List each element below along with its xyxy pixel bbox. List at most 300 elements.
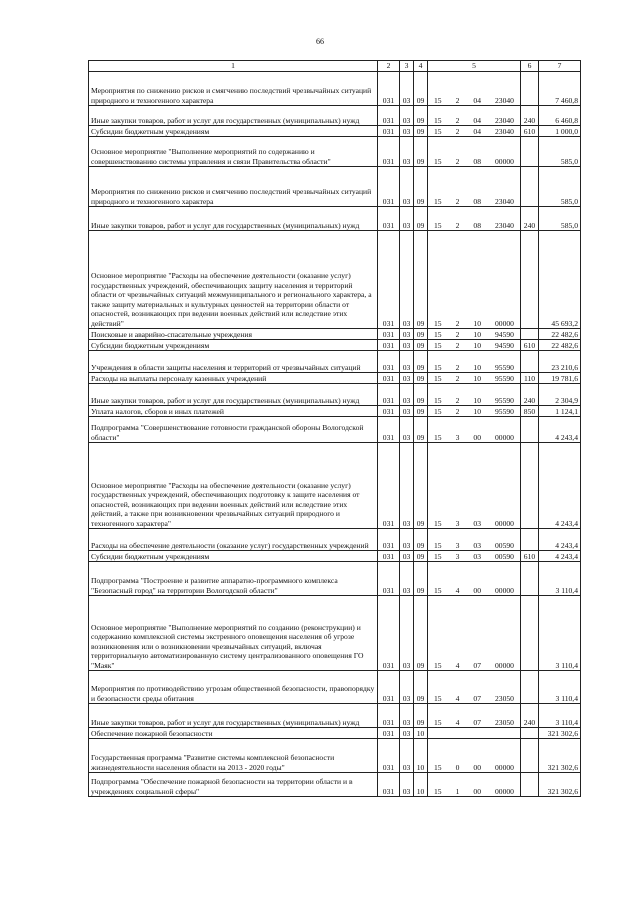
- target-article-part: 2: [455, 318, 460, 328]
- target-article-part: 2: [455, 395, 460, 405]
- target-article-cell: [428, 126, 521, 137]
- subsection-code-cell: 09: [414, 529, 428, 551]
- subsection-code-cell: 10: [414, 773, 428, 797]
- target-article-parts: [430, 519, 518, 528]
- row-name-cell: Поисковые и аварийно-спасательные учреждения: [89, 329, 378, 340]
- row-name-cell: Обеспечение пожарной безопасности: [89, 728, 378, 739]
- target-article-part: 15: [434, 362, 442, 372]
- target-article-part: 10: [473, 406, 481, 416]
- target-article-part: 94590: [494, 329, 514, 339]
- subsection-code-cell: 09: [414, 207, 428, 231]
- target-article-parts: [430, 694, 518, 703]
- target-article-part: 00: [473, 432, 481, 442]
- ministry-code-cell: 031: [378, 596, 400, 671]
- target-article-part: 08: [473, 220, 481, 230]
- row-name-cell: Подпрограмма "Построение и развитие аппаратно-программного комплекса "Безопасный город" на территории Вологодской области": [89, 562, 378, 596]
- ministry-code-cell: 031: [378, 167, 400, 207]
- section-code-cell: 03: [400, 406, 414, 417]
- target-article-part: 10: [473, 318, 481, 328]
- row-name-cell: Подпрограмма "Совершенствование готовности гражданской обороны Вологодской области": [89, 417, 378, 443]
- amount-cell: 1 124,1: [539, 406, 581, 417]
- target-article-parts: [430, 157, 518, 166]
- amount-cell: 4 243,4: [539, 529, 581, 551]
- section-code-cell: 03: [400, 384, 414, 406]
- target-article-part: 03: [473, 540, 481, 550]
- section-code-cell: 03: [400, 207, 414, 231]
- section-code-cell: 03: [400, 443, 414, 529]
- row-name-cell: Мероприятия по снижению рисков и смягчению последствий чрезвычайных ситуаций природного и техногенного характера: [89, 72, 378, 106]
- subsection-code-cell: 09: [414, 562, 428, 596]
- amount-cell: 22 482,6: [539, 329, 581, 340]
- target-article-cell: [428, 351, 521, 373]
- expense-type-cell: [521, 529, 539, 551]
- subsection-code-cell: 09: [414, 340, 428, 351]
- subsection-code-cell: 10: [414, 728, 428, 739]
- expense-type-cell: [521, 773, 539, 797]
- target-article-parts: [430, 341, 518, 350]
- table-row: [89, 373, 581, 384]
- expense-type-cell: [521, 596, 539, 671]
- target-article-parts: [430, 221, 518, 230]
- target-article-part: 15: [434, 373, 442, 383]
- table-row: [89, 562, 581, 596]
- table-row: [89, 417, 581, 443]
- amount-cell: 4 243,4: [539, 551, 581, 562]
- target-article-parts: [430, 661, 518, 670]
- row-name-cell: Мероприятия по снижению рисков и смягчению последствий чрезвычайных ситуаций природного и техногенного характера: [89, 167, 378, 207]
- amount-cell: 4 243,4: [539, 417, 581, 443]
- subsection-code-cell: 09: [414, 671, 428, 704]
- ministry-code-cell: 031: [378, 406, 400, 417]
- subsection-code-cell: 09: [414, 551, 428, 562]
- amount-cell: 4 243,4: [539, 443, 581, 529]
- ministry-code-cell: 031: [378, 137, 400, 167]
- amount-cell: 3 110,4: [539, 671, 581, 704]
- subsection-code-cell: 09: [414, 704, 428, 728]
- column-header-4: 4: [414, 61, 428, 72]
- target-article-part: 3: [455, 432, 460, 442]
- amount-cell: 45 693,2: [539, 231, 581, 329]
- expense-type-cell: [521, 417, 539, 443]
- target-article-part: 94590: [494, 340, 514, 350]
- target-article-parts: [430, 552, 518, 561]
- ministry-code-cell: 031: [378, 728, 400, 739]
- table-row: [89, 704, 581, 728]
- expense-type-cell: [521, 443, 539, 529]
- target-article-cell: [428, 72, 521, 106]
- target-article-part: 3: [455, 551, 460, 561]
- target-article-part: 00000: [494, 318, 514, 328]
- ministry-code-cell: 031: [378, 529, 400, 551]
- target-article-part: 15: [434, 660, 442, 670]
- ministry-code-cell: 031: [378, 329, 400, 340]
- subsection-code-cell: 09: [414, 106, 428, 126]
- target-article-parts: [430, 197, 518, 206]
- subsection-code-cell: 09: [414, 167, 428, 207]
- target-article-part: 15: [434, 432, 442, 442]
- target-article-part: 95590: [494, 373, 514, 383]
- expense-type-cell: 110: [521, 373, 539, 384]
- amount-cell: 3 110,4: [539, 596, 581, 671]
- ministry-code-cell: 031: [378, 704, 400, 728]
- table-row: [89, 72, 581, 106]
- ministry-code-cell: 031: [378, 417, 400, 443]
- target-article-part: 04: [473, 95, 481, 105]
- target-article-part: 15: [434, 220, 442, 230]
- target-article-parts: [430, 787, 518, 796]
- section-code-cell: 03: [400, 137, 414, 167]
- target-article-part: 15: [434, 762, 442, 772]
- target-article-part: 15: [434, 156, 442, 166]
- target-article-part: 03: [473, 551, 481, 561]
- expense-type-cell: 240: [521, 384, 539, 406]
- target-article-part: 95590: [494, 395, 514, 405]
- target-article-part: 2: [455, 362, 460, 372]
- target-article-part: 07: [473, 693, 481, 703]
- table-row: [89, 671, 581, 704]
- section-code-cell: 03: [400, 340, 414, 351]
- section-code-cell: 03: [400, 739, 414, 773]
- ministry-code-cell: 031: [378, 562, 400, 596]
- amount-cell: 7 460,8: [539, 72, 581, 106]
- ministry-code-cell: 031: [378, 384, 400, 406]
- expense-type-cell: 610: [521, 551, 539, 562]
- target-article-part: 2: [455, 220, 460, 230]
- target-article-cell: [428, 417, 521, 443]
- target-article-cell: [428, 329, 521, 340]
- row-name-cell: Учреждения в области защиты населения и территорий от чрезвычайных ситуаций: [89, 351, 378, 373]
- target-article-parts: [430, 541, 518, 550]
- ministry-code-cell: 031: [378, 773, 400, 797]
- row-name-cell: Иные закупки товаров, работ и услуг для государственных (муниципальных) нужд: [89, 207, 378, 231]
- target-article-parts: [430, 96, 518, 105]
- target-article-part: 4: [455, 693, 460, 703]
- amount-cell: 6 460,8: [539, 106, 581, 126]
- row-name-cell: Подпрограмма "Обеспечение пожарной безопасности на территории области и в учреждениях социальной сферы": [89, 773, 378, 797]
- target-article-part: 10: [473, 395, 481, 405]
- target-article-part: 2: [455, 340, 460, 350]
- target-article-part: 2: [455, 95, 460, 105]
- expense-type-cell: [521, 329, 539, 340]
- amount-cell: 3 110,4: [539, 562, 581, 596]
- target-article-cell: [428, 406, 521, 417]
- ministry-code-cell: 031: [378, 207, 400, 231]
- target-article-cell: [428, 773, 521, 797]
- section-code-cell: 03: [400, 671, 414, 704]
- column-header-2: 2: [378, 61, 400, 72]
- subsection-code-cell: 09: [414, 373, 428, 384]
- subsection-code-cell: 09: [414, 443, 428, 529]
- target-article-part: 23050: [494, 717, 514, 727]
- target-article-part: 07: [473, 717, 481, 727]
- target-article-part: 3: [455, 518, 460, 528]
- table-row: [89, 167, 581, 207]
- target-article-part: 23040: [494, 196, 514, 206]
- table-row: [89, 739, 581, 773]
- subsection-code-cell: 09: [414, 231, 428, 329]
- ministry-code-cell: 031: [378, 373, 400, 384]
- ministry-code-cell: 031: [378, 106, 400, 126]
- expense-type-cell: [521, 351, 539, 373]
- target-article-part: 00000: [494, 660, 514, 670]
- target-article-parts: [430, 396, 518, 405]
- amount-cell: 3 110,4: [539, 704, 581, 728]
- target-article-part: 00: [473, 585, 481, 595]
- target-article-part: 95590: [494, 362, 514, 372]
- table-row: [89, 231, 581, 329]
- target-article-part: 08: [473, 196, 481, 206]
- section-code-cell: 03: [400, 231, 414, 329]
- target-article-part: 23040: [494, 115, 514, 125]
- expense-type-cell: [521, 728, 539, 739]
- target-article-part: 2: [455, 196, 460, 206]
- target-article-part: 00000: [494, 518, 514, 528]
- target-article-part: 2: [455, 329, 460, 339]
- target-article-part: 15: [434, 318, 442, 328]
- table-row: [89, 137, 581, 167]
- row-name-cell: Основное мероприятие "Выполнение мероприятий по созданию (реконструкции) и содержанию комплексной системы экстренного оповещения населения об угрозе возникновения или о возникновении чрезвычайных ситуаций, включая территориальную автоматизированную систему централизованного оповещения ГО "Маяк": [89, 596, 378, 671]
- amount-cell: 321 302,6: [539, 739, 581, 773]
- target-article-part: 00000: [494, 585, 514, 595]
- target-article-cell: [428, 137, 521, 167]
- row-name-cell: Уплата налогов, сборов и иных платежей: [89, 406, 378, 417]
- target-article-part: 15: [434, 406, 442, 416]
- subsection-code-cell: 09: [414, 126, 428, 137]
- target-article-parts: [430, 363, 518, 372]
- target-article-part: 00000: [494, 786, 514, 796]
- target-article-cell: [428, 704, 521, 728]
- target-article-part: 15: [434, 551, 442, 561]
- column-header-5: 5: [428, 61, 521, 72]
- expense-type-cell: [521, 231, 539, 329]
- section-code-cell: 03: [400, 373, 414, 384]
- row-name-cell: Основное мероприятие "Расходы на обеспечение деятельности (оказание услуг) государственных учреждений, обеспечивающих защиту населения и территорий области от чрезвычайных ситуаций межмуниципального и регионального характера, а также защиту материальных и культурных ценностей на территории области от опасностей, возникающих при ведении военных действий или вследствие этих действий": [89, 231, 378, 329]
- target-article-cell: [428, 562, 521, 596]
- amount-cell: 585,0: [539, 167, 581, 207]
- target-article-cell: [428, 671, 521, 704]
- target-article-parts: [430, 718, 518, 727]
- subsection-code-cell: 10: [414, 739, 428, 773]
- column-header-1: 1: [89, 61, 378, 72]
- target-article-part: 2: [455, 406, 460, 416]
- target-article-cell: [428, 551, 521, 562]
- table-row: [89, 596, 581, 671]
- section-code-cell: 03: [400, 126, 414, 137]
- row-name-cell: Иные закупки товаров, работ и услуг для государственных (муниципальных) нужд: [89, 106, 378, 126]
- section-code-cell: 03: [400, 728, 414, 739]
- page-number: 66: [316, 37, 324, 46]
- target-article-cell: [428, 739, 521, 773]
- row-name-cell: Субсидии бюджетным учреждениям: [89, 340, 378, 351]
- target-article-part: 15: [434, 395, 442, 405]
- target-article-part: 00000: [494, 432, 514, 442]
- target-article-parts: [430, 374, 518, 383]
- target-article-part: 15: [434, 95, 442, 105]
- target-article-part: 3: [455, 540, 460, 550]
- section-code-cell: 03: [400, 773, 414, 797]
- target-article-part: 00590: [494, 540, 514, 550]
- target-article-parts: [430, 407, 518, 416]
- subsection-code-cell: 09: [414, 351, 428, 373]
- target-article-part: 03: [473, 518, 481, 528]
- target-article-part: 10: [473, 373, 481, 383]
- table-row: [89, 329, 581, 340]
- target-article-cell: [428, 728, 521, 739]
- section-code-cell: 03: [400, 351, 414, 373]
- table-row: [89, 551, 581, 562]
- ministry-code-cell: 031: [378, 739, 400, 773]
- ministry-code-cell: 031: [378, 231, 400, 329]
- amount-cell: 321 302,6: [539, 728, 581, 739]
- budget-table: [88, 60, 581, 797]
- section-code-cell: 03: [400, 551, 414, 562]
- target-article-part: 15: [434, 518, 442, 528]
- table-row: [89, 529, 581, 551]
- target-article-part: 23050: [494, 693, 514, 703]
- target-article-part: 10: [473, 329, 481, 339]
- amount-cell: 1 000,0: [539, 126, 581, 137]
- expense-type-cell: 240: [521, 704, 539, 728]
- expense-type-cell: [521, 739, 539, 773]
- target-article-part: 00000: [494, 156, 514, 166]
- table-row: [89, 126, 581, 137]
- amount-cell: 19 781,6: [539, 373, 581, 384]
- column-header-7: 7: [539, 61, 581, 72]
- ministry-code-cell: 031: [378, 126, 400, 137]
- table-row: [89, 773, 581, 797]
- target-article-cell: [428, 373, 521, 384]
- subsection-code-cell: 09: [414, 137, 428, 167]
- row-name-cell: Мероприятия по противодействию угрозам общественной безопасности, правопорядку и безопасности среды обитания: [89, 671, 378, 704]
- subsection-code-cell: 09: [414, 72, 428, 106]
- expense-type-cell: 240: [521, 106, 539, 126]
- target-article-cell: [428, 529, 521, 551]
- subsection-code-cell: 09: [414, 596, 428, 671]
- target-article-parts: [430, 127, 518, 136]
- section-code-cell: 03: [400, 72, 414, 106]
- ministry-code-cell: 031: [378, 340, 400, 351]
- target-article-part: 15: [434, 693, 442, 703]
- ministry-code-cell: 031: [378, 551, 400, 562]
- target-article-cell: [428, 207, 521, 231]
- expense-type-cell: [521, 72, 539, 106]
- amount-cell: 585,0: [539, 137, 581, 167]
- target-article-part: 4: [455, 660, 460, 670]
- target-article-cell: [428, 596, 521, 671]
- target-article-parts: [430, 319, 518, 328]
- target-article-part: 23040: [494, 95, 514, 105]
- section-code-cell: 03: [400, 167, 414, 207]
- target-article-part: 23040: [494, 126, 514, 136]
- target-article-part: 00000: [494, 762, 514, 772]
- target-article-part: 2: [455, 115, 460, 125]
- target-article-part: 0: [455, 762, 460, 772]
- target-article-part: 15: [434, 196, 442, 206]
- target-article-part: 04: [473, 115, 481, 125]
- table-row: [89, 207, 581, 231]
- subsection-code-cell: 09: [414, 329, 428, 340]
- row-name-cell: Расходы на выплаты персоналу казенных учреждений: [89, 373, 378, 384]
- target-article-parts: [430, 586, 518, 595]
- section-code-cell: 03: [400, 704, 414, 728]
- target-article-part: 15: [434, 329, 442, 339]
- ministry-code-cell: 031: [378, 72, 400, 106]
- target-article-cell: [428, 106, 521, 126]
- row-name-cell: Основное мероприятие "Выполнение мероприятий по содержанию и совершенствованию системы управления и связи Правительства области": [89, 137, 378, 167]
- target-article-part: 00: [473, 786, 481, 796]
- target-article-part: 15: [434, 717, 442, 727]
- subsection-code-cell: 09: [414, 417, 428, 443]
- target-article-part: 04: [473, 126, 481, 136]
- row-name-cell: Основное мероприятие "Расходы на обеспечение деятельности (оказание услуг) государственных учреждений, обеспечивающих подготовку к защите населения от опасностей, возникающих при ведении военных действий или вследствие этих действий, а также при возникновении чрезвычайных ситуаций природного и техногенного характера": [89, 443, 378, 529]
- target-article-parts: [430, 116, 518, 125]
- expense-type-cell: [521, 137, 539, 167]
- amount-cell: 2 304,9: [539, 384, 581, 406]
- table-header-row: [89, 61, 581, 72]
- target-article-part: 4: [455, 585, 460, 595]
- target-article-part: 15: [434, 786, 442, 796]
- target-article-part: 2: [455, 373, 460, 383]
- target-article-cell: [428, 443, 521, 529]
- subsection-code-cell: 09: [414, 384, 428, 406]
- target-article-part: 10: [473, 340, 481, 350]
- target-article-part: 00: [473, 762, 481, 772]
- target-article-cell: [428, 384, 521, 406]
- row-name-cell: Иные закупки товаров, работ и услуг для государственных (муниципальных) нужд: [89, 384, 378, 406]
- row-name-cell: Иные закупки товаров, работ и услуг для государственных (муниципальных) нужд: [89, 704, 378, 728]
- target-article-cell: [428, 340, 521, 351]
- target-article-part: 15: [434, 540, 442, 550]
- amount-cell: 22 482,6: [539, 340, 581, 351]
- target-article-part: 00590: [494, 551, 514, 561]
- amount-cell: 321 302,6: [539, 773, 581, 797]
- target-article-part: 2: [455, 156, 460, 166]
- target-article-part: 10: [473, 362, 481, 372]
- amount-cell: 585,0: [539, 207, 581, 231]
- target-article-part: 23040: [494, 220, 514, 230]
- target-article-part: 07: [473, 660, 481, 670]
- row-name-cell: Субсидии бюджетным учреждениям: [89, 551, 378, 562]
- target-article-part: 1: [455, 786, 460, 796]
- target-article-parts: [430, 330, 518, 339]
- target-article-parts: [430, 433, 518, 442]
- expense-type-cell: 850: [521, 406, 539, 417]
- section-code-cell: 03: [400, 562, 414, 596]
- target-article-part: 15: [434, 585, 442, 595]
- table-row: [89, 443, 581, 529]
- target-article-part: 15: [434, 126, 442, 136]
- column-header-6: 6: [521, 61, 539, 72]
- section-code-cell: 03: [400, 529, 414, 551]
- section-code-cell: 03: [400, 596, 414, 671]
- table-row: [89, 406, 581, 417]
- table-row: [89, 351, 581, 373]
- row-name-cell: Субсидии бюджетным учреждениям: [89, 126, 378, 137]
- section-code-cell: 03: [400, 417, 414, 443]
- expense-type-cell: 610: [521, 126, 539, 137]
- target-article-part: 08: [473, 156, 481, 166]
- amount-cell: 23 210,6: [539, 351, 581, 373]
- expense-type-cell: [521, 167, 539, 207]
- section-code-cell: 03: [400, 106, 414, 126]
- row-name-cell: Государственная программа "Развитие системы комплексной безопасности жизнедеятельности населения области на 2013 - 2020 годы": [89, 739, 378, 773]
- target-article-part: 15: [434, 340, 442, 350]
- column-header-3: 3: [400, 61, 414, 72]
- ministry-code-cell: 031: [378, 351, 400, 373]
- target-article-part: 95590: [494, 406, 514, 416]
- table-body: [89, 72, 581, 797]
- subsection-code-cell: 09: [414, 406, 428, 417]
